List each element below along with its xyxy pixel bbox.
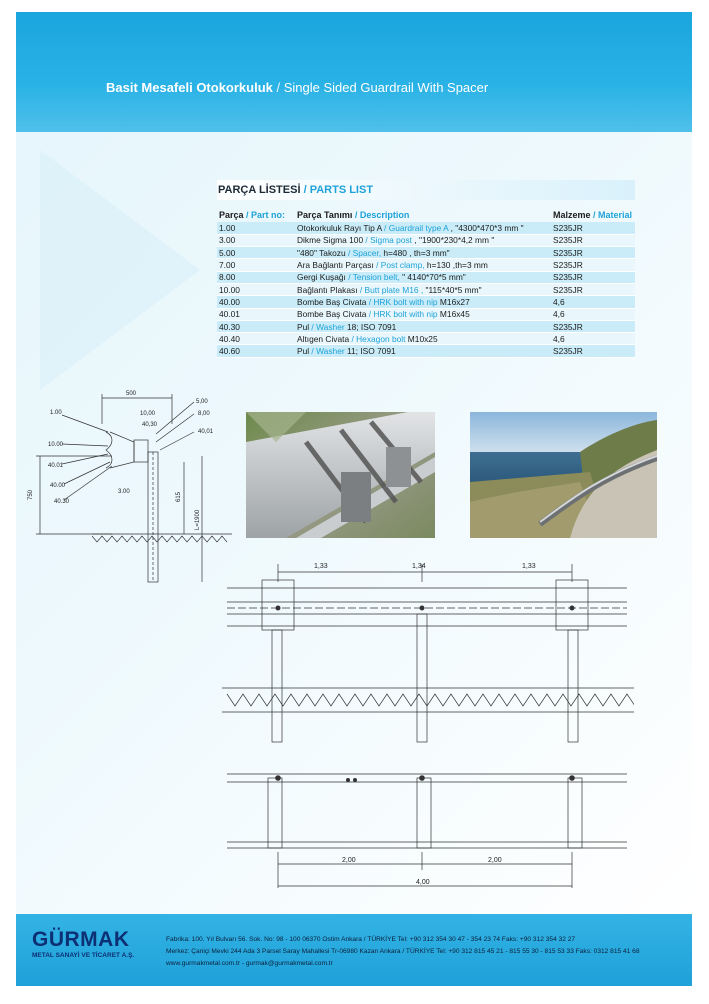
dim-bottom-1: 2,00 xyxy=(342,857,356,864)
part-material: S235JR xyxy=(551,283,635,295)
web-email: www.gurmakmetal.com.tr - gurmak@gurmakmetal.com.tr xyxy=(166,960,333,967)
label-left-5: 40.30 xyxy=(54,499,70,505)
part-material: S235JR xyxy=(551,259,635,271)
label-center-1: 10,00 xyxy=(140,411,156,417)
parts-table-body xyxy=(217,222,635,357)
label-center-2: 40,30 xyxy=(142,422,158,428)
guardrail-closeup-image xyxy=(246,412,435,538)
label-right-1: 5,00 xyxy=(196,399,208,405)
label-left-4: 40.00 xyxy=(50,483,66,489)
part-number: 8.00 xyxy=(217,271,295,283)
part-material: S235JR xyxy=(551,222,635,234)
part-material: 4,6 xyxy=(551,296,635,308)
coastal-road-image xyxy=(470,412,657,538)
part-material: S235JR xyxy=(551,320,635,332)
label-center-3: 3.00 xyxy=(118,489,130,495)
dim-total: 4,00 xyxy=(416,879,430,886)
part-description: Bombe Baş Civata / HRK bolt with nip M16x27 xyxy=(295,296,551,308)
header-band xyxy=(16,12,692,132)
label-left-2: 10.00 xyxy=(48,442,64,448)
coastal-road-photo xyxy=(470,412,657,538)
dim-post: 615 xyxy=(176,491,182,502)
label-left-3: 40.01 xyxy=(48,463,64,469)
decorative-arrow-shape xyxy=(40,150,200,390)
part-number: 40.30 xyxy=(217,320,295,332)
parts-row xyxy=(217,320,635,332)
part-description: Ara Bağlantı Parçası / Post clamp, h=130 ,th=3 mm xyxy=(295,259,551,271)
part-description: Gergi Kuşağı / Tension belt, " 4140*70*5 mm" xyxy=(295,271,551,283)
part-material: 4,6 xyxy=(551,308,635,320)
dim-top-2: 1,34 xyxy=(412,563,426,570)
hq-address: Merkez: Çaniçi Mevki 244 Ada 3 Parsel Saray Mahallesi Tr-06980 Kazan Ankara / TÜRKİYE Tel: +90 312 815 45 21 - 815 55 30 - 815 53 33 Faks: 0312 815 41 68 xyxy=(166,948,640,955)
part-description: Otokorkuluk Rayı Tip A / Guardrail type A , "4300*470*3 mm " xyxy=(295,222,551,234)
parts-heading-tr: PARÇA LİSTESİ xyxy=(218,184,301,196)
part-material: S235JR xyxy=(551,247,635,259)
company-logo xyxy=(32,928,142,959)
parts-row xyxy=(217,234,635,246)
dim-top-3: 1,33 xyxy=(522,563,536,570)
part-number: 40.01 xyxy=(217,308,295,320)
guardrail-closeup-photo xyxy=(246,412,435,538)
header-material: Malzeme / Material xyxy=(553,210,633,220)
dim-length: L=1900 xyxy=(195,509,201,530)
parts-row xyxy=(217,308,635,320)
parts-row xyxy=(217,259,635,271)
page-title xyxy=(106,80,488,95)
part-description: Pul / Washer 18; ISO 7091 xyxy=(295,320,551,332)
parts-table xyxy=(217,208,635,358)
parts-row xyxy=(217,247,635,259)
part-number: 40.40 xyxy=(217,333,295,345)
parts-heading-sep: / xyxy=(300,184,310,196)
part-material: S235JR xyxy=(551,271,635,283)
part-material: S235JR xyxy=(551,345,635,357)
part-description: Altıgen Civata / Hexagon bolt M10x25 xyxy=(295,333,551,345)
label-right-2: 8,00 xyxy=(198,411,210,417)
title-en: Single Sided Guardrail With Spacer xyxy=(283,80,489,95)
part-description: Bombe Baş Civata / HRK bolt with nip M16x45 xyxy=(295,308,551,320)
label-right-3: 40,01 xyxy=(198,429,214,435)
part-number: 40.60 xyxy=(217,345,295,357)
dim-top-1: 1,33 xyxy=(314,563,328,570)
part-description: Pul / Washer 11; ISO 7091 xyxy=(295,345,551,357)
parts-list-heading xyxy=(217,180,635,200)
part-material: 4,6 xyxy=(551,333,635,345)
parts-row xyxy=(217,345,635,357)
dim-width: 500 xyxy=(126,391,137,397)
part-number: 7.00 xyxy=(217,259,295,271)
part-number: 40.00 xyxy=(217,296,295,308)
logo-text: GÜRMAK xyxy=(32,928,130,951)
title-tr: Basit Mesafeli Otokorkuluk xyxy=(106,80,273,95)
part-number: 3.00 xyxy=(217,234,295,246)
parts-row xyxy=(217,283,635,295)
factory-address: Fabrika: 100. Yıl Bulvarı 56. Sok. No: 98 - 100 06370 Ostim Ankara / TÜRKİYE Tel: +90 312 354 30 47 - 354 23 74 Faks: +90 312 354 32 27 xyxy=(166,936,576,943)
dim-height: 750 xyxy=(28,489,34,500)
dim-bottom-2: 2,00 xyxy=(488,857,502,864)
logo-subtitle: METAL SANAYİ VE TİCARET A.Ş. xyxy=(32,952,135,959)
label-left-1: 1.00 xyxy=(50,410,62,416)
header-description: Parça Tanımı / Description xyxy=(297,210,410,220)
parts-row xyxy=(217,222,635,234)
part-number: 10.00 xyxy=(217,283,295,295)
contact-info xyxy=(166,934,640,970)
header-part-no: Parça / Part no: xyxy=(219,210,286,220)
elevation-drawing xyxy=(222,552,634,892)
parts-list xyxy=(217,180,635,358)
part-description: Dikme Sigma 100 / Sigma post , "1900*230*4,2 mm " xyxy=(295,234,551,246)
part-number: 1.00 xyxy=(217,222,295,234)
parts-heading-en: PARTS LIST xyxy=(309,184,374,196)
part-number: 5.00 xyxy=(217,247,295,259)
parts-row xyxy=(217,271,635,283)
part-material: S235JR xyxy=(551,234,635,246)
parts-table-header xyxy=(217,208,635,222)
parts-row xyxy=(217,333,635,345)
cross-section-drawing xyxy=(22,384,237,584)
part-description: "480" Takozu / Spacer, h=480 , th=3 mm" xyxy=(295,247,551,259)
parts-row xyxy=(217,296,635,308)
part-description: Bağlantı Plakası / Butt plate M16 , "115*40*5 mm" xyxy=(295,283,551,295)
title-separator: / xyxy=(272,80,284,95)
